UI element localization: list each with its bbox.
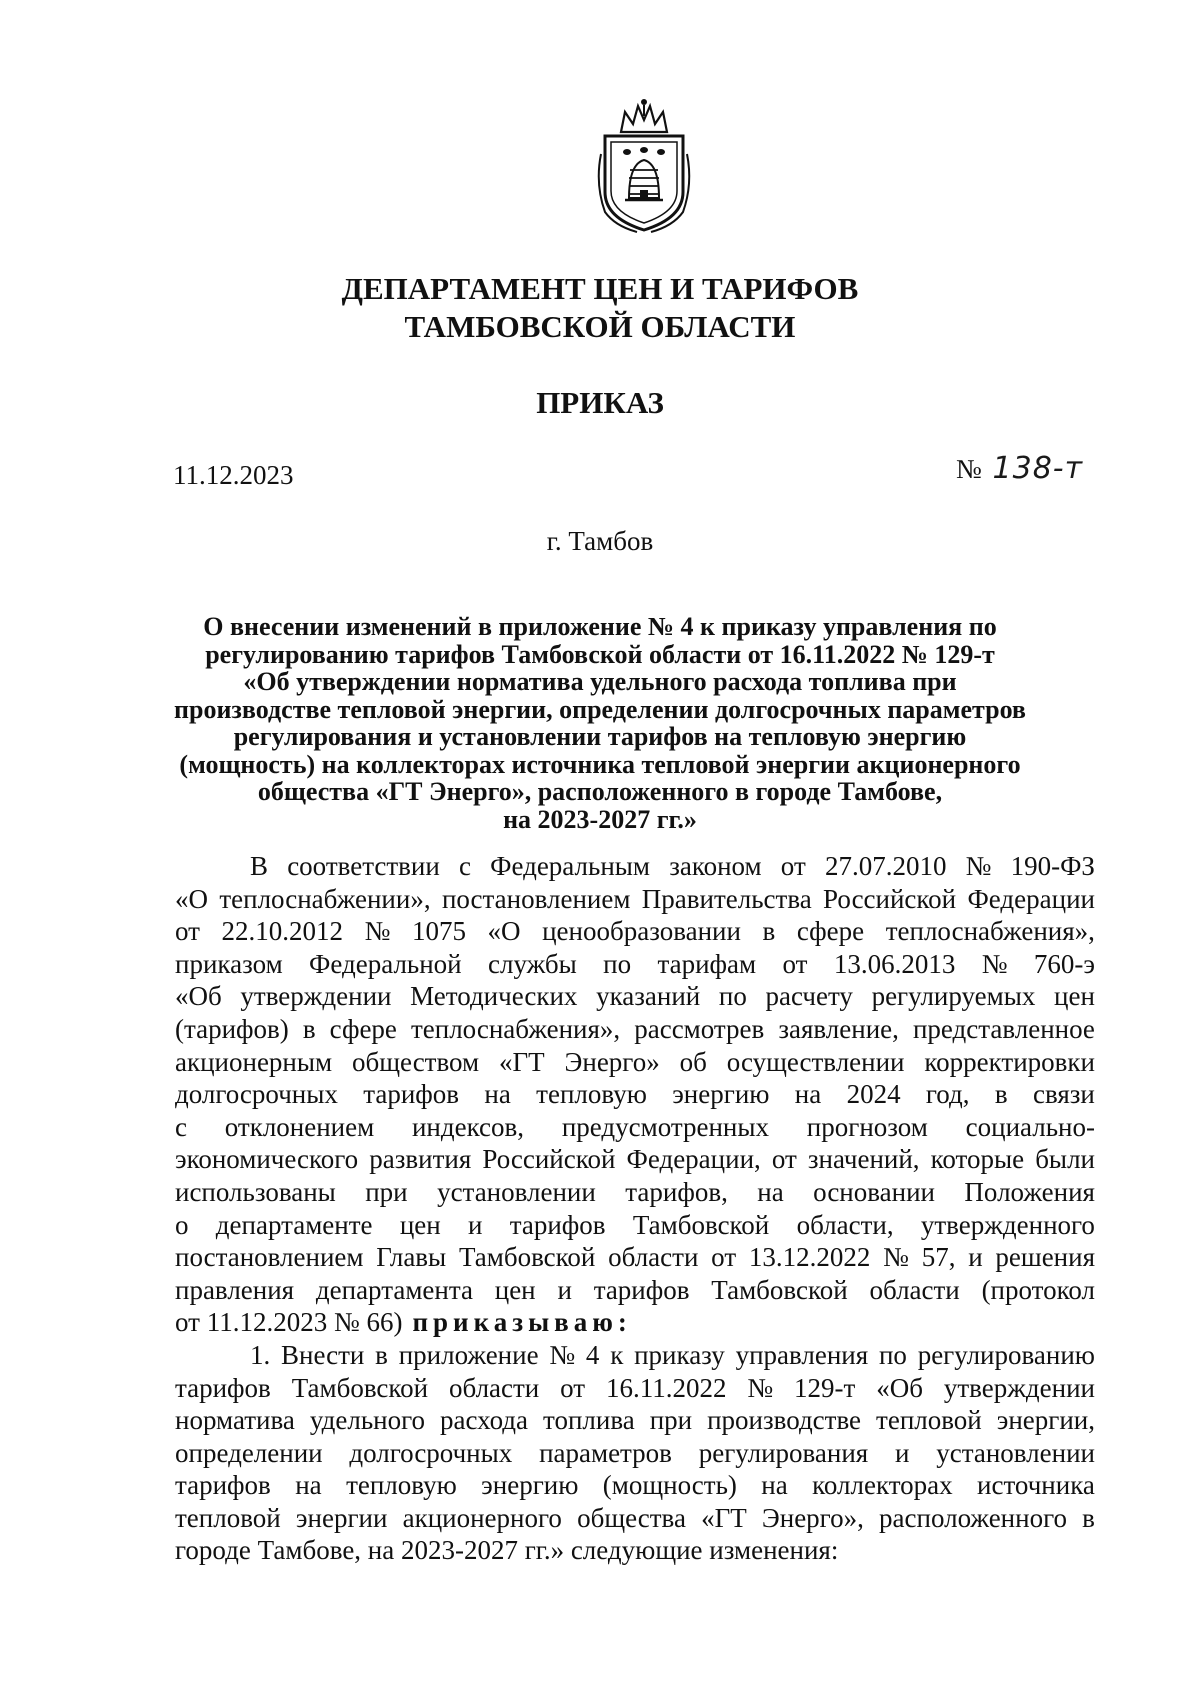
- subject-line: производстве тепловой энергии, определении долгосрочных параметров: [174, 694, 1026, 724]
- handwritten-number: 138-т: [992, 451, 1084, 486]
- order-subject: [160, 613, 1040, 833]
- body-line: акционерным обществом «ГТ Энерго» об осуществлении корректировки: [175, 1046, 1095, 1077]
- department-line-1: ДЕПАРТАМЕНТ ЦЕН И ТАРИФОВ: [341, 271, 859, 306]
- body-line: экономического развития Российской Федерации, от значений, которые были: [175, 1144, 1095, 1175]
- order-title: ПРИКАЗ: [536, 385, 664, 420]
- body-line: норматива удельного расхода топлива при производстве тепловой энергии,: [175, 1405, 1095, 1436]
- order-number: [956, 452, 1083, 486]
- department-line-2: ТАМБОВСКОЙ ОБЛАСТИ: [404, 309, 796, 344]
- subject-line: на 2023-2027 гг.»: [503, 804, 697, 834]
- tambov-coat-of-arms-icon: [591, 94, 697, 234]
- body-last-text: от 11.12.2023 № 66): [175, 1307, 403, 1338]
- body-line: о департаменте цен и тарифов Тамбовской области, утвержденного: [175, 1209, 1095, 1240]
- body-line-last: [175, 1306, 1095, 1339]
- subject-line: О внесении изменений в приложение № 4 к приказу управления по: [203, 612, 997, 641]
- order-keyword: приказываю:: [412, 1307, 632, 1338]
- body-line: «О теплоснабжении», постановлением Правительства Российской Федерации: [175, 883, 1095, 914]
- body-line: «Об утверждении Методических указаний по расчету регулируемых цен: [175, 981, 1095, 1012]
- body-line: долгосрочных тарифов на тепловую энергию на 2024 год, в связи: [175, 1079, 1095, 1110]
- subject-line: «Об утверждении норматива удельного расхода топлива при: [243, 667, 957, 696]
- body-line: В соответствии с Федеральным законом от 27.07.2010 № 190-ФЗ: [250, 851, 1095, 881]
- body-line: городе Тамбове, на 2023-2027 гг.» следующие изменения:: [175, 1535, 839, 1566]
- body-line: с отклонением индексов, предусмотренных прогнозом социально-: [175, 1111, 1095, 1142]
- body-line: определении долгосрочных параметров регулирования и установлении: [175, 1437, 1095, 1468]
- subject-line: регулированию тарифов Тамбовской области от 16.11.2022 № 129-т: [205, 639, 995, 669]
- body-line: постановлением Главы Тамбовской области от 13.12.2022 № 57, и решения: [175, 1242, 1095, 1273]
- order-date: 11.12.2023: [173, 460, 294, 490]
- body-line: тарифов на тепловую энергию (мощность) на коллекторах источника: [175, 1470, 1095, 1501]
- body-line: тепловой энергии акционерного общества «ГТ Энерго», расположенного в: [175, 1502, 1095, 1533]
- body-line: от 22.10.2012 № 1075 «О ценообразовании в сфере теплоснабжения»,: [175, 916, 1095, 947]
- body-line: использованы при установлении тарифов, на основании Положения: [175, 1176, 1095, 1207]
- number-prefix: №: [956, 454, 982, 484]
- coat-of-arms-icon: [591, 94, 697, 234]
- body-line: правления департамента цен и тарифов Тамбовской области (протокол: [175, 1274, 1095, 1305]
- subject-line: общества «ГТ Энерго», расположенного в городе Тамбове,: [257, 777, 943, 806]
- order-body: [175, 850, 1095, 1567]
- subject-line: (мощность) на коллекторах источника тепловой энергии акционерного: [179, 749, 1021, 779]
- city: г. Тамбов: [546, 526, 654, 556]
- subject-line: регулирования и установлении тарифов на тепловую энергию: [233, 722, 967, 751]
- department-name: [0, 270, 1200, 346]
- body-line: тарифов Тамбовской области от 16.11.2022 № 129-т «Об утверждении: [175, 1372, 1095, 1403]
- body-line: приказом Федеральной службы по тарифам от 13.06.2013 № 760-э: [175, 948, 1095, 979]
- body-line: 1. Внести в приложение № 4 к приказу управления по регулированию: [250, 1339, 1095, 1370]
- body-line: (тарифов) в сфере теплоснабжения», рассмотрев заявление, представленное: [175, 1013, 1095, 1044]
